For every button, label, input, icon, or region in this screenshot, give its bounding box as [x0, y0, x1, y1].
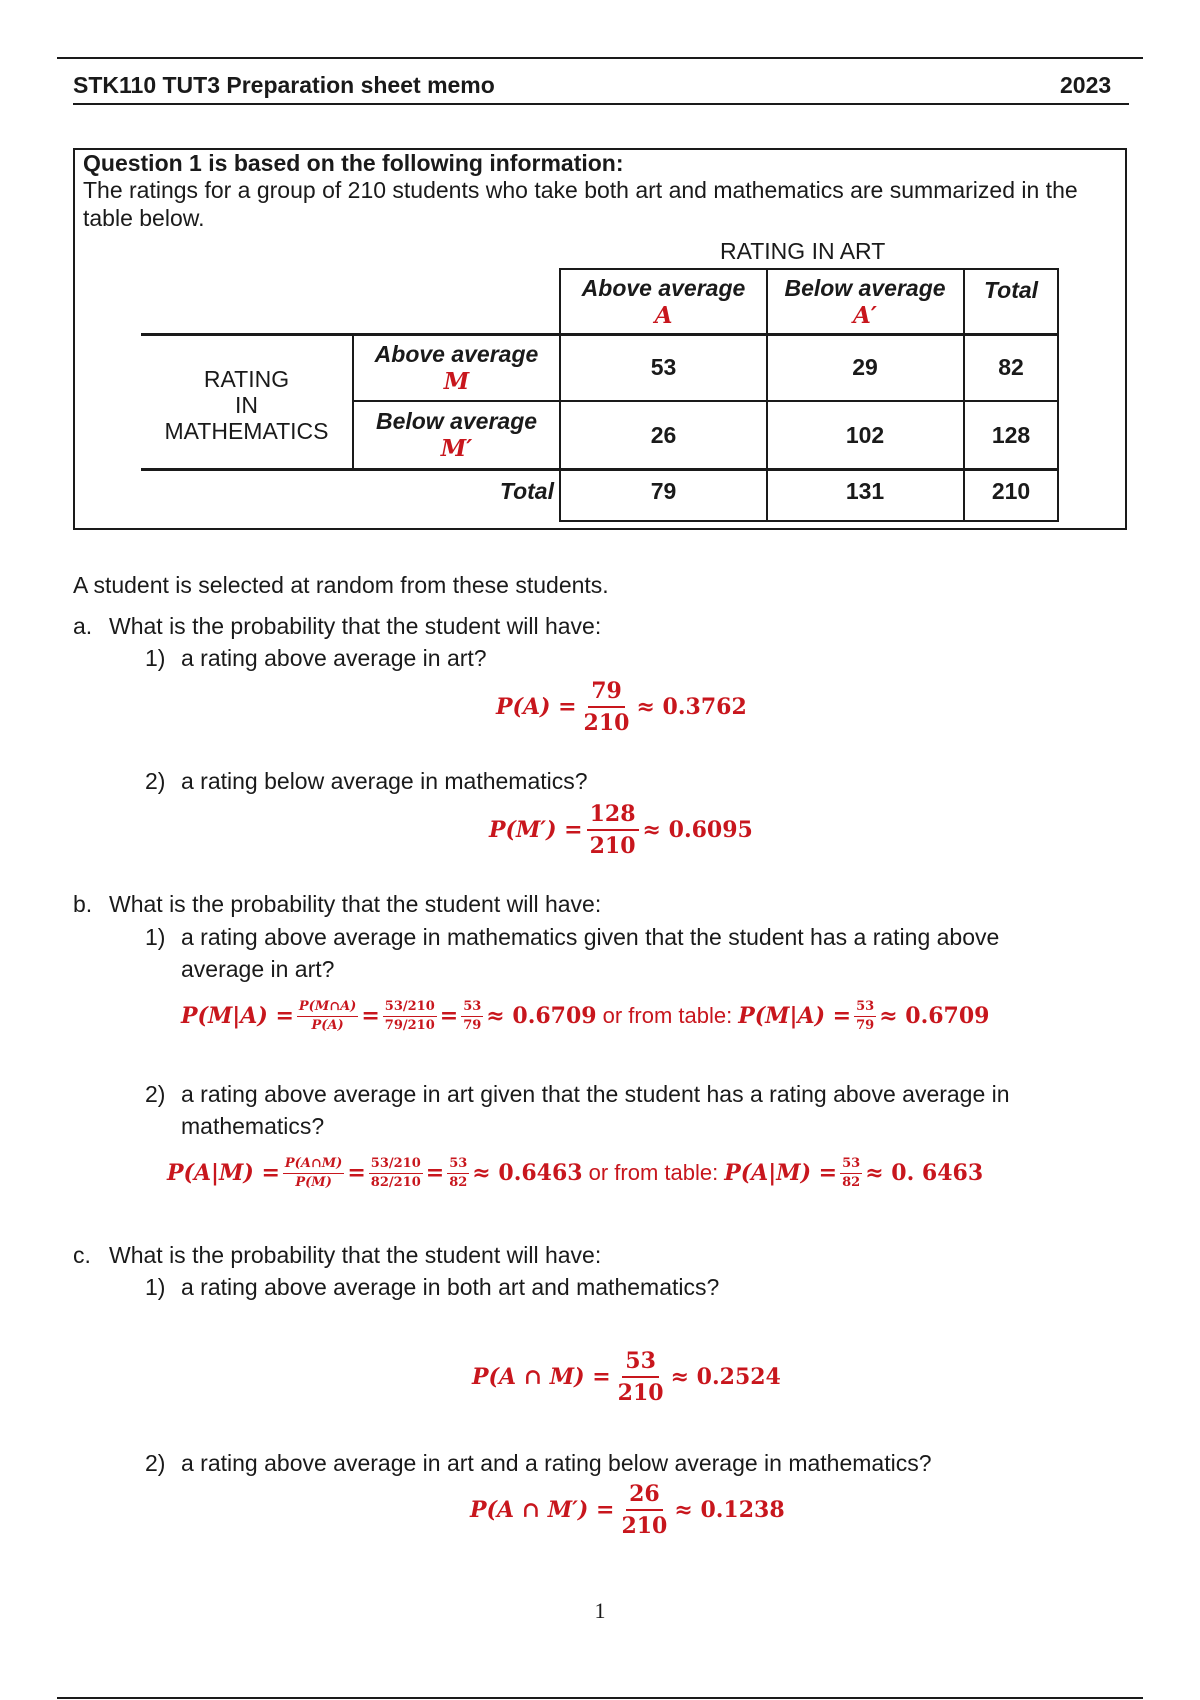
- qb1-text-line1: a rating above average in mathematics given that the student has a rating above: [181, 924, 1000, 950]
- qc1-fraction: [615, 1346, 667, 1408]
- qc1-result: ≈ 0.2524: [670, 1364, 781, 1390]
- qb1-fraction-1: [297, 998, 358, 1035]
- bottom-rule: [57, 1697, 1143, 1699]
- qc1-numerator: 53: [622, 1346, 659, 1378]
- qc2-numerator: 26: [626, 1479, 663, 1511]
- qa2-text: a rating below average in mathematics?: [181, 768, 588, 794]
- qc1-number: 1): [145, 1274, 166, 1300]
- table-line: [1057, 268, 1059, 521]
- qb1-f2-den: 79/210: [384, 1017, 435, 1033]
- col-below-symbol: A′: [853, 301, 877, 329]
- col-total-label: Total: [983, 276, 1039, 303]
- qb1-lhs2: P(M|A) =: [738, 1003, 852, 1029]
- col-below-label: Below average: [784, 274, 946, 301]
- table-cell: 53: [650, 354, 677, 380]
- qb1-result2: ≈ 0.6709: [879, 1003, 990, 1029]
- qb1-f1-den: P(A): [311, 1017, 344, 1033]
- row-above-symbol: M: [443, 367, 470, 395]
- col-above-symbol: A: [654, 301, 673, 329]
- row-group-line3: MATHEMATICS: [164, 418, 329, 444]
- top-rule: [57, 57, 1143, 59]
- qb2-or-text: or from table:: [588, 1160, 719, 1185]
- qb2-result: ≈ 0.6463: [472, 1160, 583, 1186]
- qb2-fraction-2: [369, 1155, 423, 1192]
- qc2-number: 2): [145, 1450, 166, 1476]
- qb1-result: ≈ 0.6709: [486, 1003, 597, 1029]
- qb1-f3-num: 53: [461, 998, 483, 1017]
- qb2-f2-den: 82/210: [370, 1174, 421, 1190]
- qb1-f1-num: P(M∩A): [297, 998, 358, 1017]
- qa2-numerator: 128: [587, 799, 639, 831]
- table-cell: 26: [650, 421, 677, 448]
- qb2-f4-den: 82: [842, 1174, 861, 1190]
- qa1-fraction: [581, 676, 633, 738]
- info-title: Question 1 is based on the following information:: [83, 150, 624, 176]
- qb2-lhs2: P(A|M) =: [724, 1160, 838, 1186]
- row-group-line2: IN: [235, 392, 258, 418]
- qa1-result: ≈ 0.3762: [636, 694, 747, 720]
- col-header-below: [767, 270, 963, 333]
- doc-year: 2023: [1060, 72, 1112, 98]
- qb2-text-line2: mathematics?: [181, 1113, 325, 1139]
- qa2-result: ≈ 0.6095: [642, 817, 753, 843]
- row-header-above: [354, 335, 559, 400]
- qc2-fraction: [618, 1479, 670, 1541]
- qc2-lhs: P(A ∩ M′) =: [470, 1497, 615, 1523]
- qa1-lhs: P(A) =: [496, 694, 577, 720]
- qc2-equation: [470, 1478, 785, 1542]
- info-text: The ratings for a group of 210 students who take both art and mathematics are summarized in the table below.: [83, 177, 1078, 231]
- qa-label: a.: [73, 613, 93, 639]
- qb1-fraction-4: [854, 998, 876, 1035]
- table-cell: 102: [845, 421, 885, 448]
- qb2-f4-num: 53: [840, 1155, 862, 1174]
- qb1-f2-num: 53/210: [383, 998, 437, 1017]
- row-total-label: Total: [499, 477, 554, 504]
- qb2-fraction-1: [283, 1155, 344, 1192]
- qb-text: What is the probability that the student will have:: [109, 891, 602, 917]
- qa2-number: 2): [145, 768, 166, 794]
- qc-label: c.: [73, 1242, 91, 1268]
- col-header-total: [965, 270, 1057, 310]
- qb1-fraction-2: [383, 998, 437, 1035]
- qb2-f3-num: 53: [447, 1155, 469, 1174]
- table-cell: 210: [991, 477, 1031, 504]
- qc2-denominator: 210: [621, 1513, 668, 1539]
- qb2-lhs: P(A|M) =: [167, 1160, 280, 1186]
- qc1-equation: [472, 1345, 781, 1409]
- qb1-text-line2: average in art?: [181, 956, 335, 982]
- page-number: 1: [594, 1598, 606, 1623]
- header-underline: [73, 103, 1129, 105]
- qb2-result2: ≈ 0. 6463: [865, 1160, 984, 1186]
- col-above-label: Above average: [581, 274, 746, 301]
- qc2-text: a rating above average in art and a rating below average in mathematics?: [181, 1450, 932, 1476]
- row-above-label: Above average: [374, 340, 539, 367]
- row-below-label: Below average: [375, 408, 538, 434]
- qa1-text: a rating above average in art?: [181, 645, 487, 671]
- qb2-equation: P(A|M) = $\frac{P(A\cap M)}{P(M)}$ = $\frac{53/210}{82/210}$ = $\frac{53}{82}$ ≈ 0.6463 or from table: P(A|M) = $\frac{53}{82}$ ≈ 0. 6463: [167, 1155, 984, 1190]
- qa1-number: 1): [145, 645, 166, 671]
- qc1-denominator: 210: [617, 1380, 664, 1406]
- qa-text: What is the probability that the student will have:: [109, 613, 602, 639]
- qb2-fraction-4: [840, 1155, 862, 1192]
- qb2-fraction-3: [447, 1155, 469, 1192]
- table-cell: 131: [845, 477, 885, 504]
- row-group-label: [141, 360, 352, 450]
- table-line: [559, 520, 1059, 522]
- qb1-fraction-3: [461, 998, 483, 1035]
- art-header: RATING IN ART: [720, 238, 886, 264]
- row-header-below: [354, 402, 559, 468]
- row-below-symbol: M′: [440, 435, 473, 462]
- qb2-f1-num: P(A∩M): [283, 1155, 344, 1174]
- qb2-f2-num: 53/210: [369, 1155, 423, 1174]
- table-cell: 29: [852, 354, 878, 380]
- qb1-lhs: P(M|A) =: [181, 1003, 294, 1029]
- table-cell: 79: [650, 477, 677, 504]
- intro-text: A student is selected at random from these students.: [73, 572, 609, 598]
- qa2-lhs: P(M′) =: [489, 817, 583, 843]
- qb1-f4-den: 79: [856, 1017, 875, 1033]
- qa2-equation: [489, 798, 753, 862]
- qc-text: What is the probability that the student will have:: [109, 1242, 602, 1268]
- qb2-text-line1: a rating above average in art given that the student has a rating above average in: [181, 1081, 1010, 1107]
- qc1-lhs: P(A ∩ M) =: [472, 1364, 611, 1390]
- qa1-numerator: 79: [588, 676, 625, 708]
- row-group-line1: RATING: [203, 366, 290, 392]
- qa2-denominator: 210: [589, 833, 636, 859]
- col-header-above: [561, 270, 766, 333]
- qb1-f3-den: 79: [463, 1017, 482, 1033]
- qc2-result: ≈ 0.1238: [674, 1497, 785, 1523]
- row-header-total: [354, 471, 554, 511]
- qb1-number: 1): [145, 924, 166, 950]
- qb1-or-text: or from table:: [602, 1003, 733, 1028]
- table-cell: 82: [998, 354, 1024, 380]
- qb1-equation: P(M|A) = $\frac{P(M\cap A)}{P(A)}$ = $\frac{53/210}{79/210}$ = $\frac{53}{79}$ ≈ 0.6709 or from table: P(M|A) = $\frac{53}{79}$ ≈ 0.6709: [181, 998, 990, 1033]
- qa2-fraction: [587, 799, 639, 861]
- qb2-f1-den: P(M): [295, 1174, 332, 1190]
- qc1-text: a rating above average in both art and mathematics?: [181, 1274, 720, 1300]
- table-cell: 128: [991, 421, 1031, 448]
- qb1-f4-num: 53: [854, 998, 876, 1017]
- doc-title: STK110 TUT3 Preparation sheet memo: [73, 72, 495, 98]
- qa1-equation: [496, 675, 747, 739]
- qb2-f3-den: 82: [449, 1174, 468, 1190]
- qb-label: b.: [73, 891, 93, 917]
- qa1-denominator: 210: [583, 710, 630, 736]
- qb2-number: 2): [145, 1081, 166, 1107]
